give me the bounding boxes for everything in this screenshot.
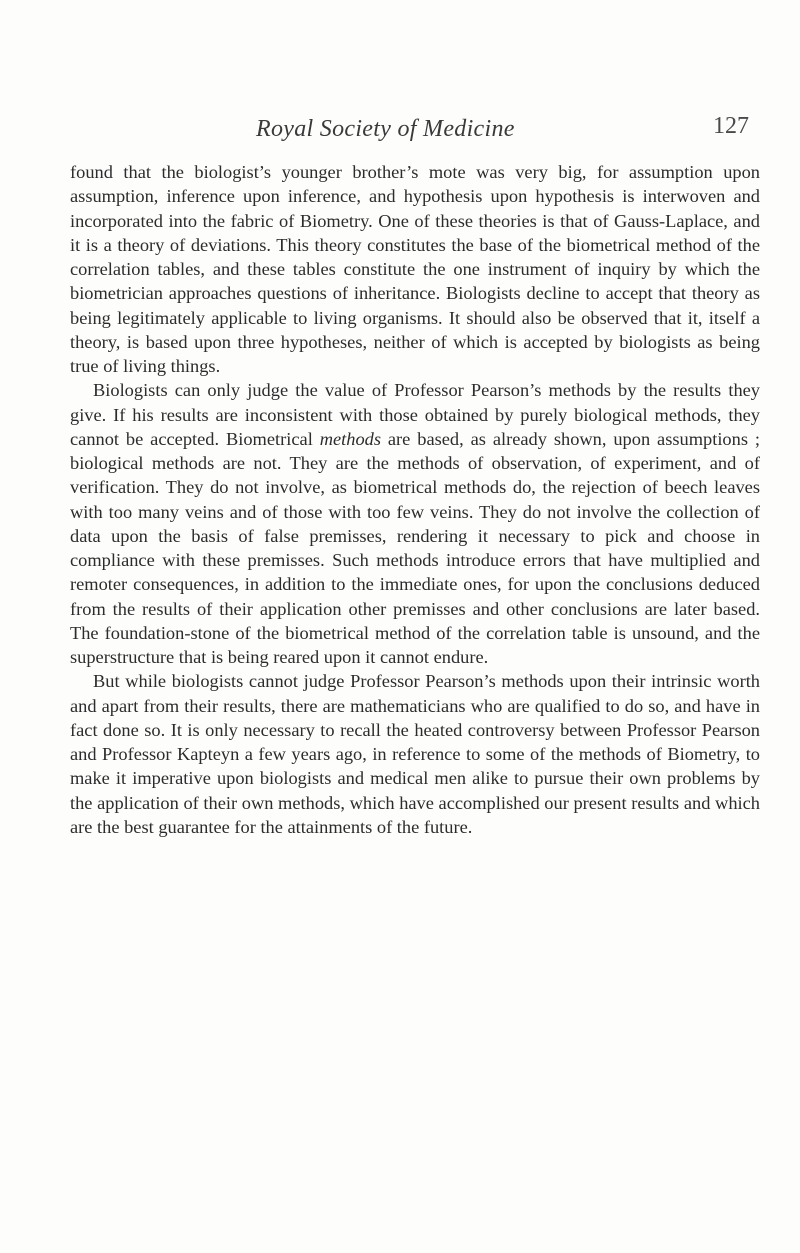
page-number: 127	[713, 113, 749, 139]
paragraph-3: But while biologists cannot judge Professor Pearson’s methods upon their intrinsic worth and apart from their results, there are mathematicians who are qualified to do so, and have in fact done so. It is only necessary to recall the heated controversy between Professor Pearson and Professor Kapteyn a few years ago, in reference to some of the methods of Biometry, to make it imperative upon biologists and medical men alike to pursue their own problems by the application of their own methods, which have accomplished our present results and which are the best guarantee for the attainments of the future.	[70, 671, 760, 837]
paragraph-2	[70, 378, 760, 669]
paragraph-2-emphasis: methods	[319, 428, 381, 449]
body-text	[70, 160, 760, 839]
running-head-title: Royal Society of Medicine	[256, 116, 515, 142]
paragraph-2-text-a: Biologists can only judge the value of Professor Pearson’s methods by the results they give. If his results are inconsistent with those obtained by purely biological methods, they cannot be accepted. Biometrical	[70, 380, 760, 449]
paragraph-2-text-b: are based, as already shown, upon assumptions ; biological methods are not. They are the methods of observation, of experiment, and of verification. They do not involve, as biometrical methods do, the rejection of beech leaves with too many veins and of those with too few veins. They do not involve the collection of data upon the basis of false premisses, rendering it necessary to pick and choose in compliance with these premisses. Such methods introduce errors that have multiplied and remoter consequences, in addition to the immediate ones, for upon the conclusions deduced from the results of their application other premisses and other conclusions are later based. The foundation-stone of the biometrical method of the correlation table is unsound, and the superstructure that is being reared upon it cannot endure.	[70, 428, 760, 667]
paragraph-1: found that the biologist’s younger brother’s mote was very big, for assumption upon assumption, inference upon inference, and hypothesis upon hypothesis is interwoven and incorporated into the fabric of Biometry. One of these theories is that of Gauss-Laplace, and it is a theory of deviations. This theory constitutes the base of the biometrical method of the correlation tables, and these tables constitute the one instrument of inquiry by which the biometrician approaches questions of inheritance. Biologists decline to accept that theory as being legitimately applicable to living organisms. It should also be observed that it, itself a theory, is based upon three hypotheses, neither of which is accepted by biologists as being true of living things.	[70, 162, 760, 376]
